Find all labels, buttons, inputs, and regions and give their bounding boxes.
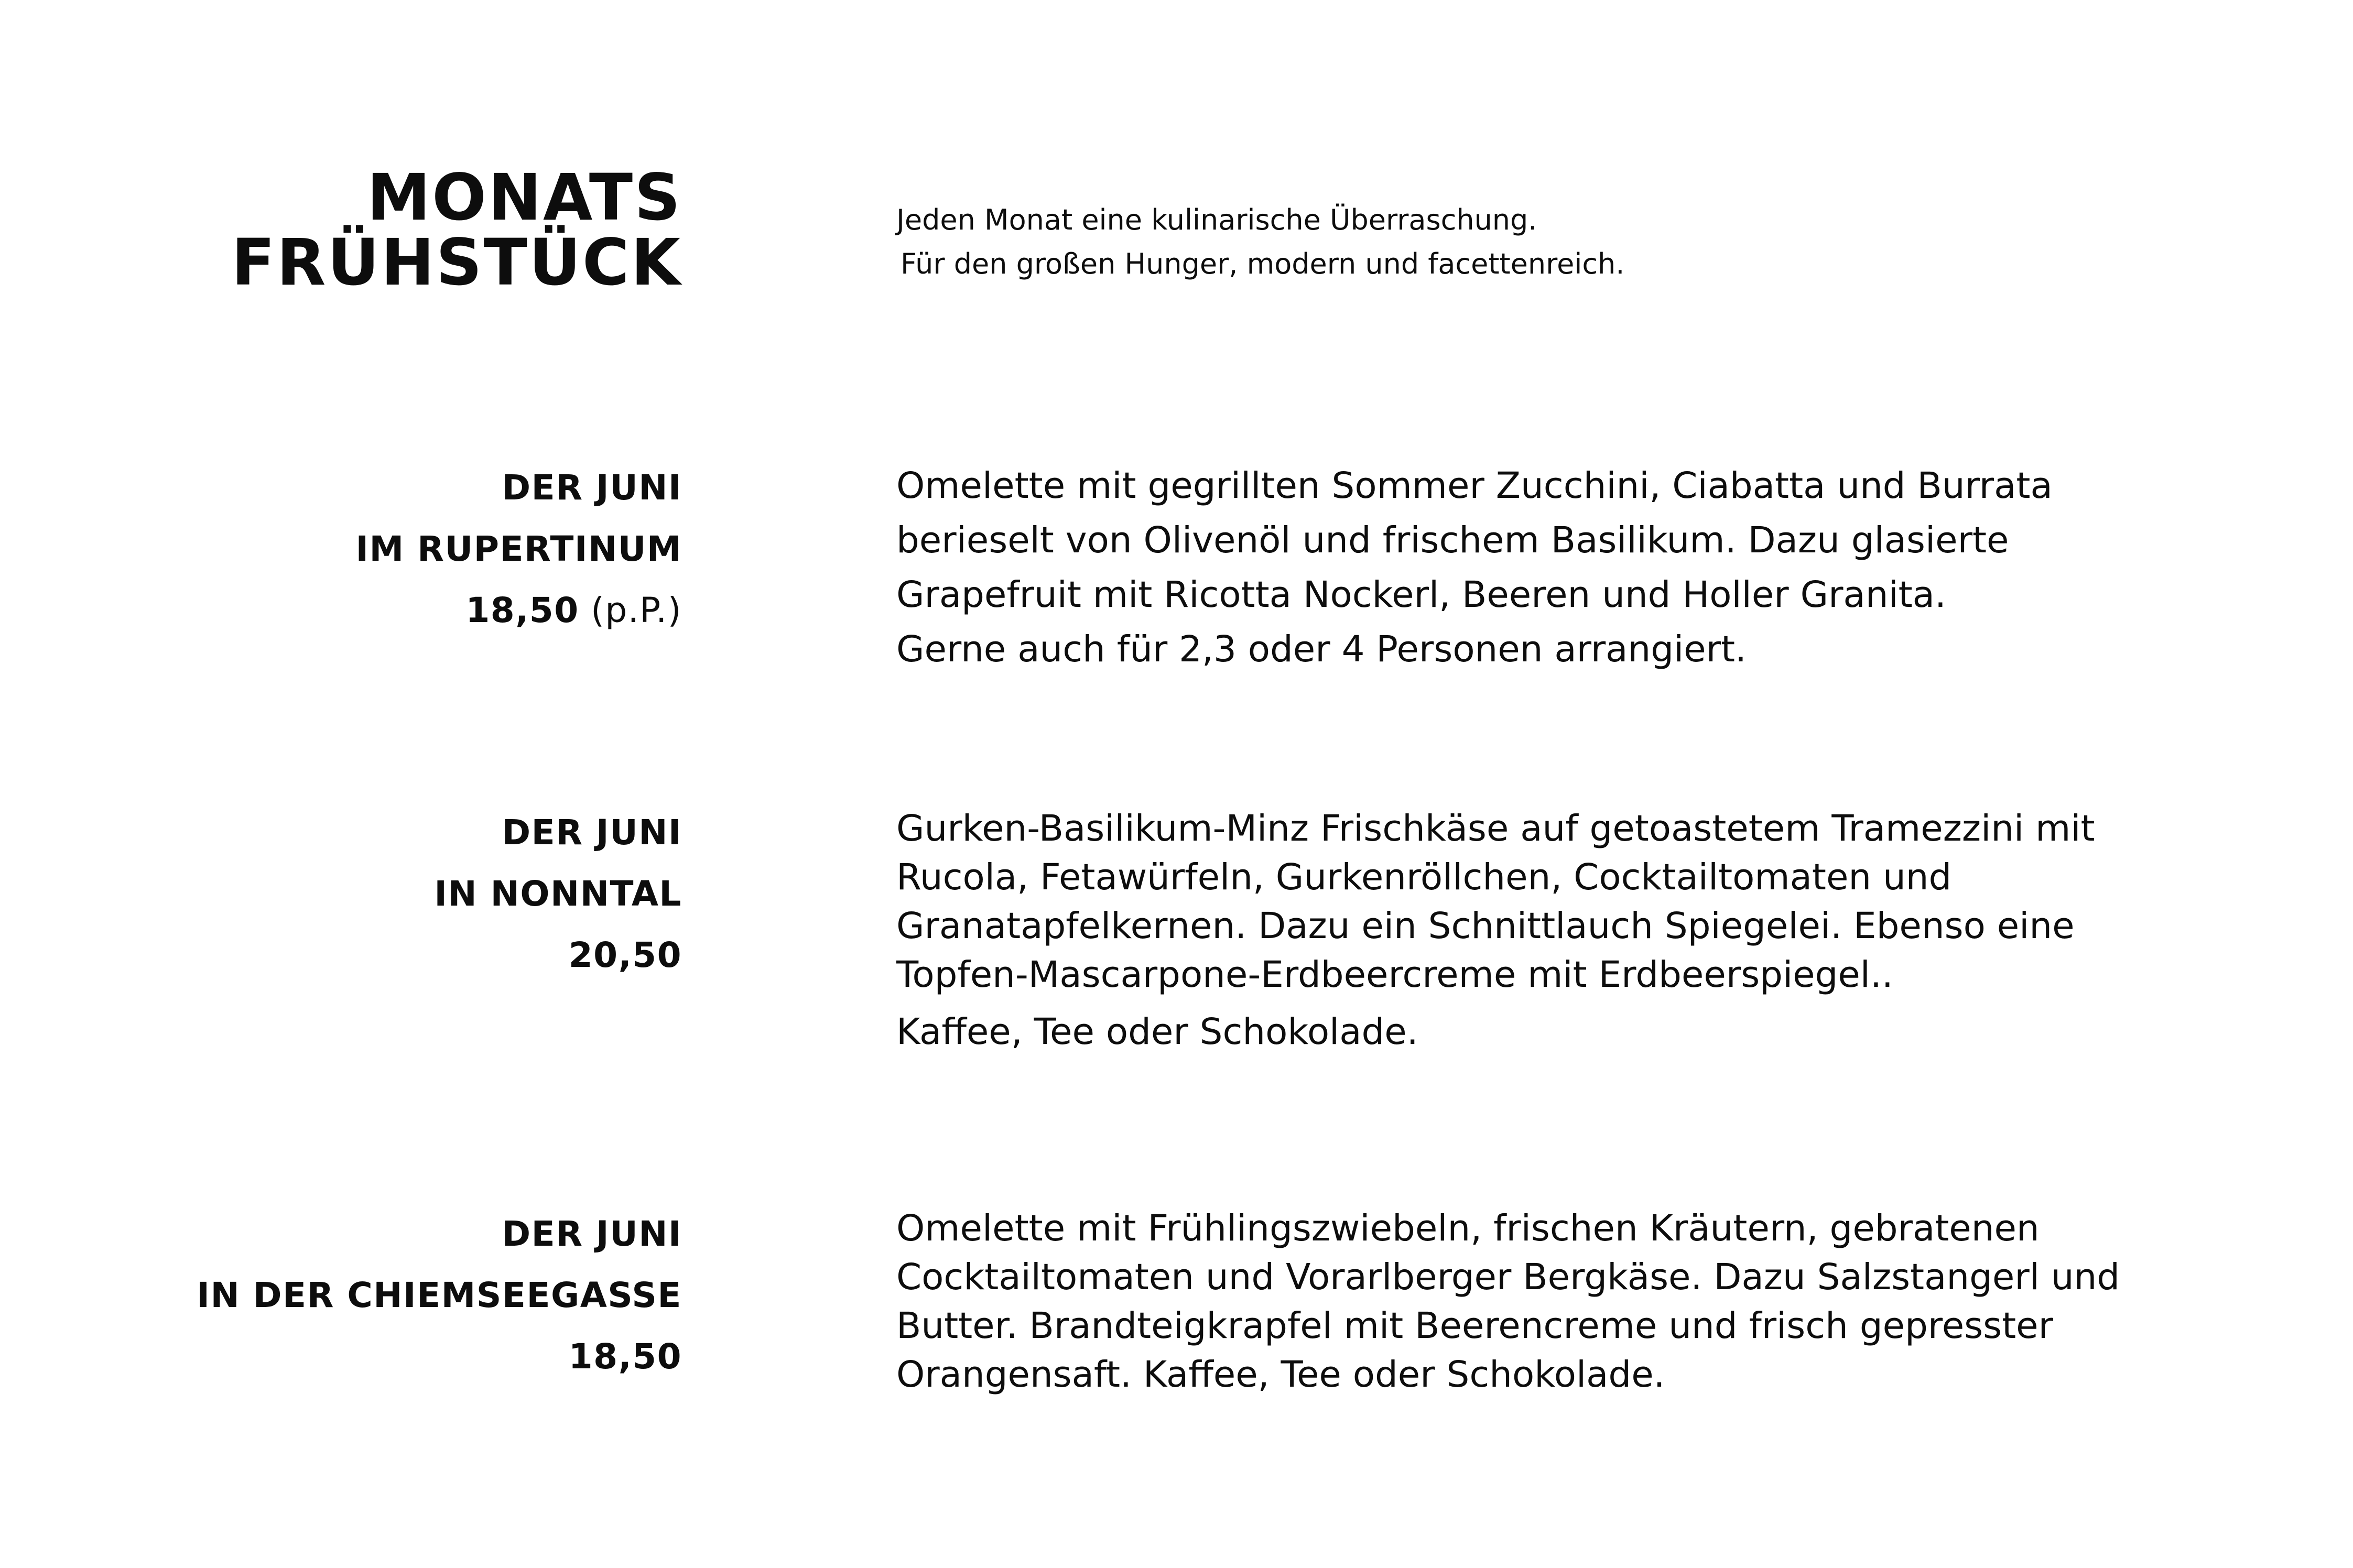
section-price: 18,50 [465,590,579,630]
description-line: Kaffee, Tee oder Schokolade. [896,1011,1418,1053]
section-heading-rupertinum [355,457,682,641]
description-line: Omelette mit gegrillten Sommer Zucchini, Ciabatta und Burrata [896,465,2053,507]
intro-line-2: Für den großen Hunger, modern und facettenreich. [901,247,1625,280]
section-price: 18,50 [568,1336,682,1377]
section-description-rupertinum [896,459,2053,677]
description-line: Gerne auch für 2,3 oder 4 Personen arrangiert. [896,628,1747,670]
section-price-row [355,580,682,641]
description-line: Omelette mit Frühlingszwiebeln, frischen Kräutern, gebratenen [896,1207,2040,1249]
section-month: DER JUNI [502,467,682,508]
title-line-2: FRÜHSTÜCK [231,225,682,300]
title-line-1: MONATS [366,160,682,235]
description-line: Topfen-Mascarpone-Erdbeercreme mit Erdbeerspiegel.. [896,954,1893,996]
section-heading-chiemseegasse [197,1203,682,1387]
section-location: IN DER CHIEMSEEGASSE [197,1275,682,1315]
section-price: 20,50 [568,935,682,975]
section-month: DER JUNI [502,812,682,853]
intro-line-1: Jeden Monat eine kulinarische Überraschung. [896,203,1537,236]
section-location: IN NONNTAL [434,874,682,914]
description-line: Rucola, Fetawürfeln, Gurkenröllchen, Cocktailtomaten und [896,856,1952,898]
page-title [231,160,682,300]
price-note: (p.P.) [579,590,682,630]
description-line: Grapefruit mit Ricotta Nockerl, Beeren und Holler Granita. [896,574,1946,616]
section-month: DER JUNI [502,1214,682,1254]
description-line: Gurken-Basilikum-Minz Frischkäse auf getoastetem Tramezzini mit [896,808,2095,850]
description-line: Orangensaft. Kaffee, Tee oder Schokolade. [896,1354,1665,1396]
section-description-nonntal [896,804,2095,1057]
description-line: Cocktailtomaten und Vorarlberger Bergkäse. Dazu Salzstangerl und [896,1256,2120,1298]
section-heading-nonntal [434,802,682,986]
section-location: IM RUPERTINUM [355,529,682,569]
intro-text [896,198,1624,286]
section-description-chiemseegasse [896,1204,2120,1399]
description-line: berieselt von Olivenöl und frischem Basilikum. Dazu glasierte [896,519,2009,561]
description-line: Granatapfelkernen. Dazu ein Schnittlauch Spiegelei. Ebenso eine [896,905,2075,947]
description-line: Butter. Brandteigkrapfel mit Beerencreme und frisch gepresster [896,1305,2053,1347]
